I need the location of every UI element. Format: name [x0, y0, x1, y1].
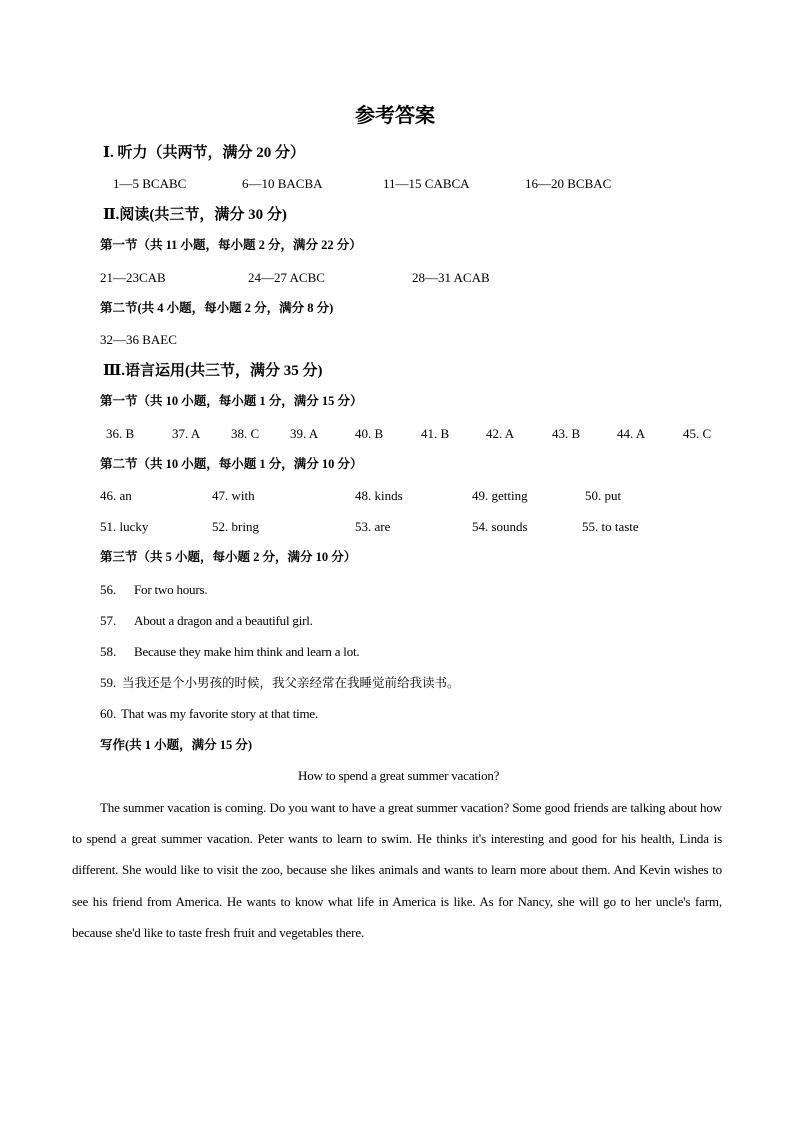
answer-item: 47. with [212, 488, 255, 503]
answer-number: 59. [100, 675, 117, 690]
answer-number: 58. [100, 644, 117, 659]
answer-number: 56. [100, 582, 117, 597]
answer-item: 43. B [552, 426, 581, 441]
answer-text: About a dragon and a beautiful girl. [134, 613, 313, 628]
answer-number: 57. [100, 613, 117, 628]
language-part2-heading: 第二节（共 10 小题，每小题 1 分，满分 10 分） [100, 457, 363, 471]
answer-item: 38. C [231, 426, 260, 441]
answer-group: 32—36 BAEC [100, 332, 177, 347]
answer-item: 36. B [106, 426, 135, 441]
answer-item: 51. lucky [100, 519, 149, 534]
answer-item: 48. kinds [355, 488, 403, 503]
answer-item: 41. B [421, 426, 450, 441]
answer-group: 11—15 CABCA [383, 176, 470, 191]
reading-part2-heading: 第二节(共 4 小题，每小题 2 分，满分 8 分) [100, 301, 334, 315]
answer-item: 50. put [585, 488, 622, 503]
answer-item: 52. bring [212, 519, 259, 534]
section-reading-heading: Ⅱ.阅读(共三节，满分 30 分) [103, 207, 287, 223]
answer-item: 49. getting [472, 488, 528, 503]
answer-text: 当我还是个小男孩的时候，我父亲经常在我睡觉前给我读书。 [122, 675, 460, 690]
essay-paragraph: The summer vacation is coming. Do you want to have a great summer vacation? Some good friends are talking about how to spend a great summer vacation. Peter wants to learn to swim. He thinks it's interesting and good for his health, Linda is different. She would like to visit the zoo, because she likes animals and wants to learn more about them. And Kevin wishes to see his friend from America. He wants to know what life in America is like. As for Nancy, she will go to her uncle's farm, because she'd like to taste fresh fruit and vegetables there. [72, 800, 722, 940]
section-listening-heading: Ⅰ. 听力（共两节，满分 20 分） [103, 145, 306, 161]
answer-item: 44. A [617, 426, 646, 441]
answer-text: For two hours. [134, 582, 208, 597]
answer-group: 6—10 BACBA [242, 176, 323, 191]
answer-item: 39. A [290, 426, 319, 441]
answer-item: 40. B [355, 426, 384, 441]
essay-title: How to spend a great summer vacation? [298, 768, 500, 783]
answer-group: 28—31 ACAB [412, 270, 490, 285]
answer-number: 60. [100, 706, 117, 721]
reading-part1-heading: 第一节（共 11 小题，每小题 2 分，满分 22 分） [100, 238, 362, 252]
answer-item: 55. to taste [582, 519, 639, 534]
answer-text: Because they make him think and learn a lot. [134, 644, 360, 659]
language-part1-heading: 第一节（共 10 小题，每小题 1 分，满分 15 分） [100, 394, 363, 408]
essay-body [72, 792, 722, 948]
language-part3-heading: 第三节（共 5 小题，每小题 2 分，满分 10 分） [100, 550, 357, 564]
answer-text: That was my favorite story at that time. [121, 706, 319, 721]
writing-heading: 写作(共 1 小题，满分 15 分) [100, 738, 253, 752]
answer-group: 21—23CAB [100, 270, 166, 285]
answer-group: 24—27 ACBC [248, 270, 325, 285]
answer-item: 53. are [355, 519, 391, 534]
answer-group: 1—5 BCABC [113, 176, 187, 191]
answer-item: 37. A [172, 426, 201, 441]
page-title: 参考答案 [355, 105, 435, 127]
answer-item: 54. sounds [472, 519, 528, 534]
answer-item: 45. C [683, 426, 712, 441]
answer-item: 42. A [486, 426, 515, 441]
answer-item: 46. an [100, 488, 132, 503]
answer-group: 16—20 BCBAC [525, 176, 612, 191]
section-language-heading: Ⅲ.语言运用(共三节，满分 35 分) [103, 363, 323, 379]
